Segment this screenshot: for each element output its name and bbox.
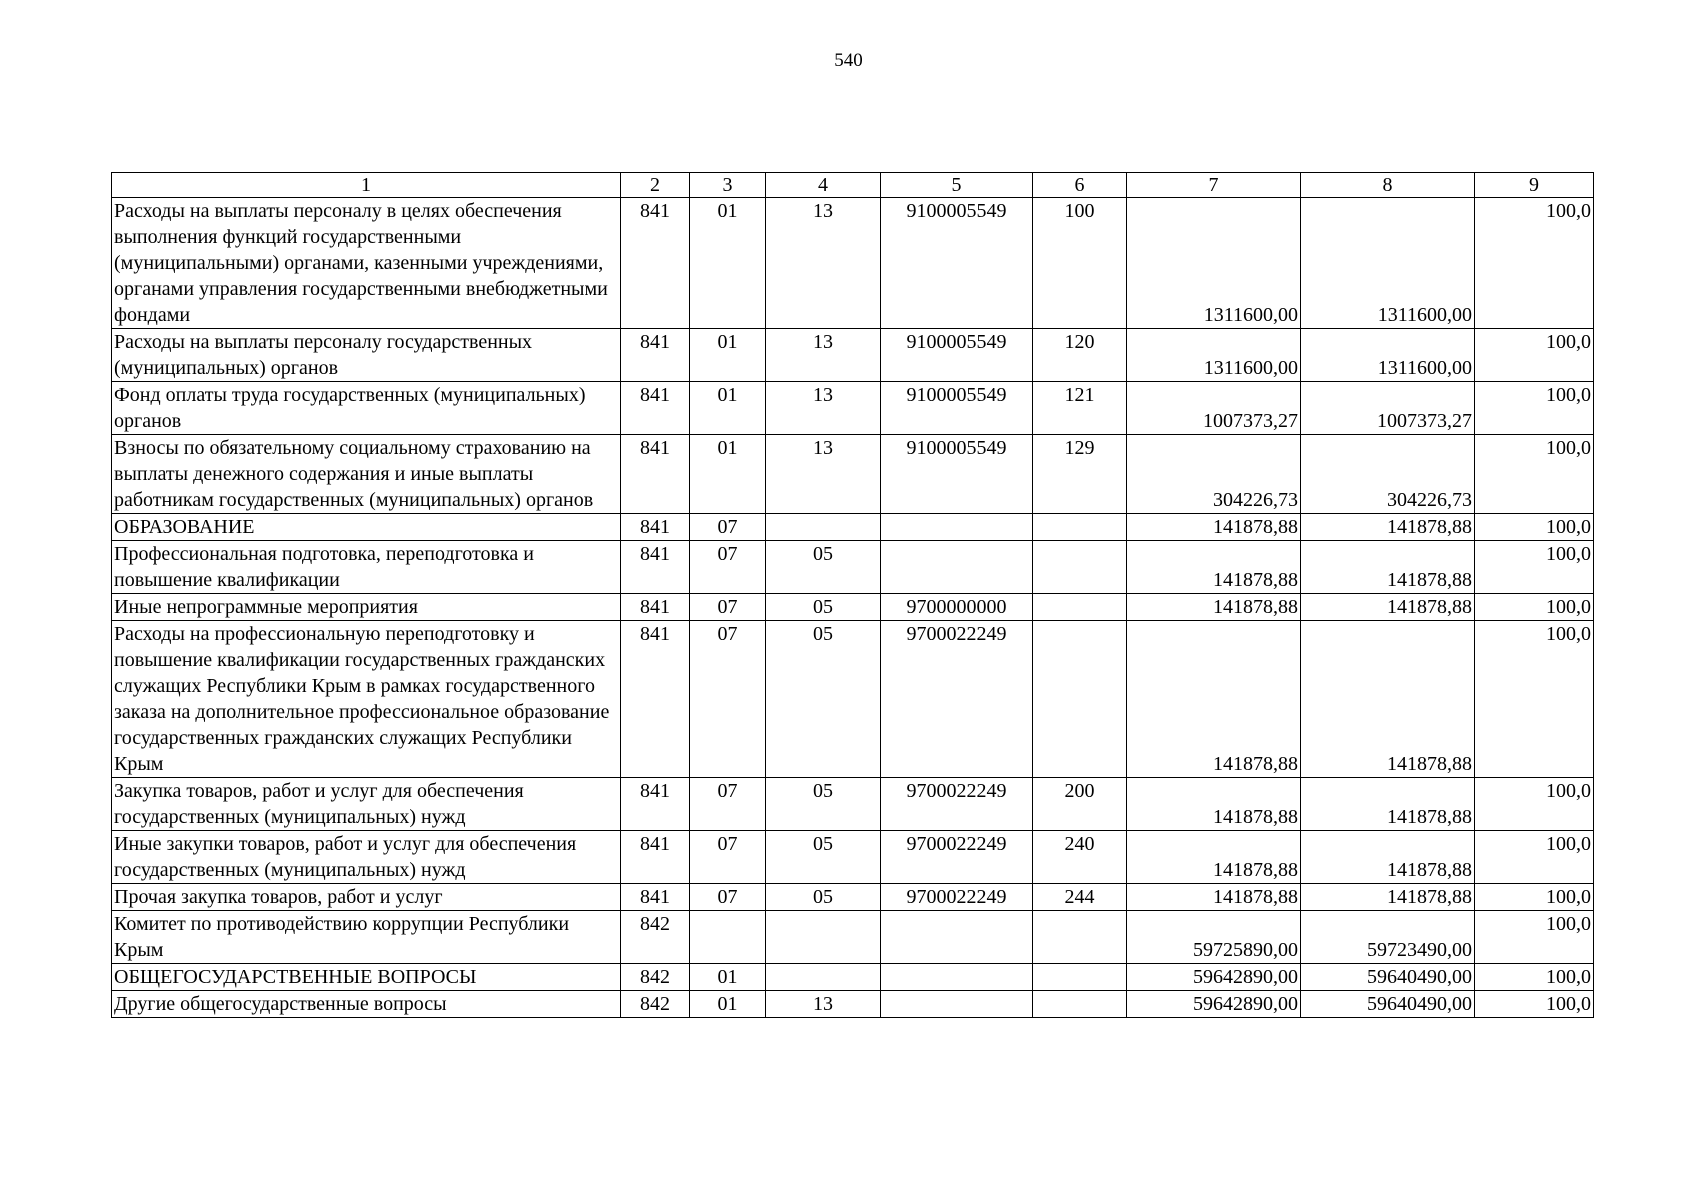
cell-amount-7: 141878,88 [1127,884,1301,911]
cell-code-4 [766,911,881,964]
cell-code-4: 13 [766,329,881,382]
cell-amount-8: 59640490,00 [1301,991,1475,1018]
cell-name: Расходы на профессиональную переподготовку и повышение квалификации государственных гражданских служащих Республики Крым в рамках государственного заказа на дополнительное профессиональное образование государственных гражданских служащих Республики Крым [112,621,621,778]
cell-name: Профессиональная подготовка, переподготовка и повышение квалификации [112,541,621,594]
cell-code-4: 05 [766,778,881,831]
cell-percent-9: 100,0 [1475,991,1594,1018]
cell-amount-7: 59642890,00 [1127,991,1301,1018]
table-row [112,911,1594,964]
cell-code-4: 05 [766,621,881,778]
cell-code-6: 120 [1033,329,1127,382]
column-header: 3 [690,173,766,198]
cell-amount-8: 141878,88 [1301,621,1475,778]
cell-amount-7: 141878,88 [1127,778,1301,831]
cell-amount-8: 141878,88 [1301,778,1475,831]
cell-code-6 [1033,594,1127,621]
cell-code-3: 01 [690,198,766,329]
table-row [112,329,1594,382]
cell-code-6 [1033,514,1127,541]
cell-code-3: 07 [690,514,766,541]
cell-amount-8: 304226,73 [1301,435,1475,514]
table-row [112,964,1594,991]
cell-code-3: 01 [690,964,766,991]
cell-code-2: 841 [621,382,690,435]
table-row [112,435,1594,514]
cell-amount-8: 59640490,00 [1301,964,1475,991]
cell-code-6 [1033,541,1127,594]
cell-amount-8: 1311600,00 [1301,198,1475,329]
cell-code-5: 9700000000 [881,594,1033,621]
cell-name: Комитет по противодействию коррупции Республики Крым [112,911,621,964]
cell-code-2: 841 [621,621,690,778]
cell-amount-7: 1311600,00 [1127,198,1301,329]
table-row [112,884,1594,911]
cell-amount-8: 141878,88 [1301,594,1475,621]
cell-code-6 [1033,991,1127,1018]
cell-percent-9: 100,0 [1475,329,1594,382]
table-row [112,541,1594,594]
cell-amount-7: 141878,88 [1127,621,1301,778]
table-header-row [112,173,1594,198]
cell-code-4 [766,964,881,991]
cell-code-6 [1033,621,1127,778]
cell-percent-9: 100,0 [1475,778,1594,831]
cell-code-4: 05 [766,594,881,621]
cell-code-3: 07 [690,884,766,911]
cell-code-4: 13 [766,991,881,1018]
cell-name: Взносы по обязательному социальному страхованию на выплаты денежного содержания и иные выплаты работникам государственных (муниципальных) органов [112,435,621,514]
cell-code-3: 01 [690,435,766,514]
column-header: 1 [112,173,621,198]
cell-amount-8: 1007373,27 [1301,382,1475,435]
cell-name: Иные непрограммные мероприятия [112,594,621,621]
cell-percent-9: 100,0 [1475,435,1594,514]
cell-code-4: 05 [766,884,881,911]
cell-amount-8: 59723490,00 [1301,911,1475,964]
cell-code-5: 9100005549 [881,329,1033,382]
cell-name: Расходы на выплаты персоналу государственных (муниципальных) органов [112,329,621,382]
cell-name: ОБРАЗОВАНИЕ [112,514,621,541]
table-row [112,621,1594,778]
cell-amount-8: 1311600,00 [1301,329,1475,382]
cell-amount-8: 141878,88 [1301,541,1475,594]
cell-code-6: 121 [1033,382,1127,435]
table-row [112,382,1594,435]
cell-code-2: 841 [621,831,690,884]
cell-code-6 [1033,911,1127,964]
table-row [112,594,1594,621]
cell-code-3: 01 [690,329,766,382]
cell-name: ОБЩЕГОСУДАРСТВЕННЫЕ ВОПРОСЫ [112,964,621,991]
cell-code-3: 07 [690,541,766,594]
cell-code-6: 244 [1033,884,1127,911]
cell-code-2: 841 [621,594,690,621]
cell-amount-7: 141878,88 [1127,541,1301,594]
table-row [112,514,1594,541]
cell-code-6: 100 [1033,198,1127,329]
cell-code-5: 9100005549 [881,435,1033,514]
cell-code-2: 841 [621,198,690,329]
cell-code-3: 01 [690,991,766,1018]
cell-percent-9: 100,0 [1475,514,1594,541]
cell-code-4: 05 [766,831,881,884]
cell-percent-9: 100,0 [1475,884,1594,911]
cell-code-2: 842 [621,991,690,1018]
table-body [112,198,1594,1018]
cell-name: Закупка товаров, работ и услуг для обеспечения государственных (муниципальных) нужд [112,778,621,831]
table-row [112,198,1594,329]
cell-amount-7: 59642890,00 [1127,964,1301,991]
cell-code-5: 9700022249 [881,778,1033,831]
cell-code-3: 01 [690,382,766,435]
cell-code-2: 842 [621,911,690,964]
cell-code-4: 13 [766,382,881,435]
cell-code-4 [766,514,881,541]
cell-code-2: 841 [621,541,690,594]
cell-code-3 [690,911,766,964]
cell-code-3: 07 [690,778,766,831]
column-header: 5 [881,173,1033,198]
cell-code-4: 05 [766,541,881,594]
cell-code-5: 9700022249 [881,831,1033,884]
cell-code-5 [881,911,1033,964]
cell-amount-8: 141878,88 [1301,884,1475,911]
cell-code-5 [881,541,1033,594]
column-header: 4 [766,173,881,198]
cell-code-2: 841 [621,884,690,911]
budget-table [111,172,1594,1018]
cell-code-4: 13 [766,198,881,329]
cell-amount-8: 141878,88 [1301,831,1475,884]
cell-code-5: 9700022249 [881,884,1033,911]
cell-code-6: 200 [1033,778,1127,831]
cell-percent-9: 100,0 [1475,594,1594,621]
cell-amount-7: 1007373,27 [1127,382,1301,435]
cell-code-2: 841 [621,329,690,382]
column-header: 8 [1301,173,1475,198]
cell-code-6: 129 [1033,435,1127,514]
page-number: 540 [834,50,863,71]
cell-name: Расходы на выплаты персоналу в целях обеспечения выполнения функций государственными (муниципальными) органами, казенными учреждениями, органами управления государственными внебюджетными фондами [112,198,621,329]
cell-amount-7: 59725890,00 [1127,911,1301,964]
cell-name: Иные закупки товаров, работ и услуг для обеспечения государственных (муниципальных) нужд [112,831,621,884]
cell-code-2: 841 [621,514,690,541]
table-row [112,831,1594,884]
cell-code-3: 07 [690,594,766,621]
cell-amount-8: 141878,88 [1301,514,1475,541]
cell-name: Фонд оплаты труда государственных (муниципальных) органов [112,382,621,435]
cell-percent-9: 100,0 [1475,831,1594,884]
cell-code-5 [881,514,1033,541]
cell-name: Прочая закупка товаров, работ и услуг [112,884,621,911]
cell-percent-9: 100,0 [1475,382,1594,435]
cell-code-5: 9100005549 [881,198,1033,329]
column-header: 7 [1127,173,1301,198]
cell-amount-7: 141878,88 [1127,831,1301,884]
cell-code-5 [881,964,1033,991]
cell-amount-7: 141878,88 [1127,594,1301,621]
cell-amount-7: 304226,73 [1127,435,1301,514]
table-row [112,991,1594,1018]
cell-code-3: 07 [690,831,766,884]
table-row [112,778,1594,831]
cell-percent-9: 100,0 [1475,541,1594,594]
cell-code-2: 841 [621,778,690,831]
cell-name: Другие общегосударственные вопросы [112,991,621,1018]
column-header: 9 [1475,173,1594,198]
cell-amount-7: 141878,88 [1127,514,1301,541]
cell-amount-7: 1311600,00 [1127,329,1301,382]
cell-percent-9: 100,0 [1475,198,1594,329]
cell-code-4: 13 [766,435,881,514]
cell-percent-9: 100,0 [1475,621,1594,778]
cell-code-3: 07 [690,621,766,778]
cell-code-5: 9100005549 [881,382,1033,435]
cell-code-6: 240 [1033,831,1127,884]
column-header: 6 [1033,173,1127,198]
cell-code-2: 841 [621,435,690,514]
cell-percent-9: 100,0 [1475,911,1594,964]
cell-code-6 [1033,964,1127,991]
cell-code-5: 9700022249 [881,621,1033,778]
column-header: 2 [621,173,690,198]
cell-code-2: 842 [621,964,690,991]
cell-code-5 [881,991,1033,1018]
cell-percent-9: 100,0 [1475,964,1594,991]
